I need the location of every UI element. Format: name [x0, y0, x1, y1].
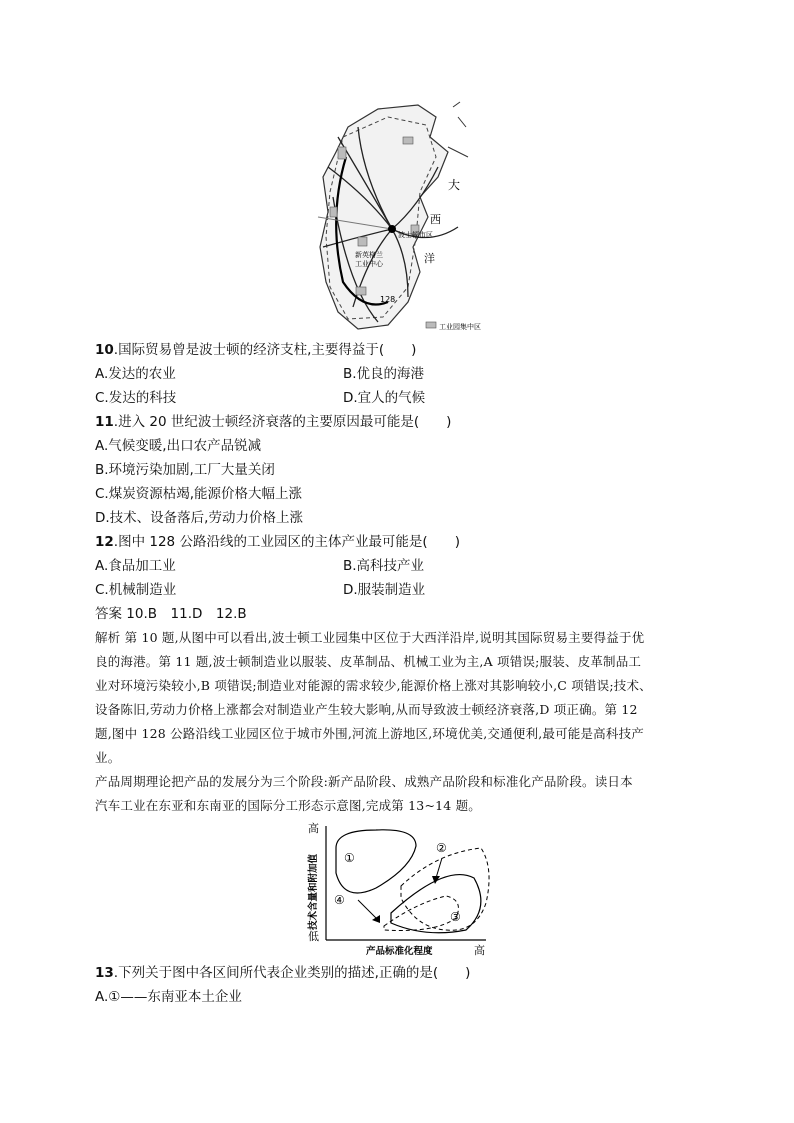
- question-12-options-row-2: [95, 581, 426, 599]
- option-b: B.环境污染加剧,工厂大量关闭: [95, 462, 275, 478]
- y-low-label: 低: [308, 930, 319, 943]
- intro-line-1: 产品周期理论把产品的发展分为三个阶段:新产品阶段、成熟产品阶段和标准化产品阶段。读日本: [95, 774, 633, 789]
- option-c: C.发达的科技: [95, 390, 177, 406]
- zone-4-label: ④: [334, 893, 345, 907]
- question-10-options-row-2: [95, 389, 426, 407]
- option-a: A.①——东南亚本土企业: [95, 989, 242, 1005]
- option-c: C.煤炭资源枯竭,能源价格大幅上涨: [95, 486, 303, 502]
- option-a: A.气候变暖,出口农产品锐减: [95, 438, 262, 454]
- question-10: [95, 341, 416, 359]
- analysis-line-5: 题,图中 128 公路沿线工业园区位于城市外围,河流上游地区,环境优美,交通便利,最可能是高科技产: [95, 726, 644, 741]
- option-b: B.优良的海港: [343, 366, 425, 382]
- question-number: 12: [95, 534, 114, 550]
- question-number: 11: [95, 414, 114, 430]
- map-label-ocean-3: 洋: [424, 252, 435, 265]
- arrowhead-zone-4: [372, 915, 380, 923]
- question-text: .国际贸易曾是波士顿的经济支柱,主要得益于( ): [113, 342, 417, 358]
- question-10-options-row-1: [95, 365, 425, 383]
- y-high-label: 高: [308, 822, 319, 835]
- map-label-ocean-1: 大: [448, 178, 461, 192]
- arrow-zone-4: [358, 900, 376, 918]
- intro-line-2: 汽车工业在东亚和东南亚的国际分工形态示意图,完成第 13~14 题。: [95, 798, 482, 813]
- zone-3-region: [391, 875, 481, 933]
- question-13: [95, 964, 470, 982]
- option-a: A.发达的农业: [95, 366, 176, 382]
- option-d: D.宜人的气候: [343, 390, 426, 406]
- map-label-downtown: 波士顿市区: [398, 231, 433, 239]
- map-label-ne-center: 新英格兰: [355, 251, 383, 259]
- question-12-options-row-1: [95, 557, 425, 575]
- analysis-line-2: 良的海港。第 11 题,波士顿制造业以服装、皮革制品、机械工业为主,A 项错误;服装、皮革制品工: [95, 654, 642, 669]
- x-high-label: 高: [474, 944, 485, 957]
- question-12: [95, 533, 460, 551]
- product-cycle-diagram: [296, 818, 496, 958]
- option-d: D.服装制造业: [343, 582, 426, 598]
- x-axis-title: 产品标准化程度: [366, 946, 433, 957]
- question-number: 10: [95, 342, 114, 358]
- analysis-line-4: 设备陈旧,劳动力价格上涨都会对制造业产生较大影响,从而导致波士顿经济衰落,D 项正确。第 12: [95, 702, 638, 717]
- option-d: D.技术、设备落后,劳动力价格上涨: [95, 510, 303, 526]
- answer-line: 答案 10.B 11.D 12.B: [95, 606, 247, 622]
- coastline-detail: [448, 102, 468, 157]
- boston-map: [308, 97, 504, 337]
- question-text: .图中 128 公路沿线的工业园区的主体产业最可能是( ): [113, 534, 460, 550]
- map-label-route: 128: [380, 295, 396, 304]
- zone-2-label: ②: [436, 841, 447, 855]
- question-number: 13: [95, 965, 114, 981]
- map-label-ne-center-2: 工业中心: [355, 260, 383, 268]
- downtown-marker: [388, 225, 396, 233]
- question-text: .下列关于图中各区间所代表企业类别的描述,正确的是( ): [113, 965, 471, 981]
- legend-label: 工业园集中区: [439, 323, 481, 331]
- question-text: .进入 20 世纪波士顿经济衰落的主要原因最可能是( ): [113, 414, 452, 430]
- option-a: A.食品加工业: [95, 558, 176, 574]
- analysis-line-3: 业对环境污染较小,B 项错误;制造业对能源的需求较少,能源价格上涨对其影响较小,C 项错误;技术、: [95, 678, 652, 693]
- analysis-line-6: 业。: [95, 750, 121, 765]
- map-label-ocean-2: 西: [430, 213, 441, 226]
- legend-swatch: [426, 322, 436, 328]
- y-axis-title: 技术含量和附加值: [308, 853, 319, 930]
- option-c: C.机械制造业: [95, 582, 177, 598]
- option-b: B.高科技产业: [343, 558, 425, 574]
- zone-1-label: ①: [344, 851, 355, 865]
- analysis-line-1: 解析 第 10 题,从图中可以看出,波士顿工业园集中区位于大西洋沿岸,说明其国际贸易主要得益于优: [95, 630, 645, 645]
- zone-3-label: ③: [450, 910, 461, 924]
- question-11: [95, 413, 451, 431]
